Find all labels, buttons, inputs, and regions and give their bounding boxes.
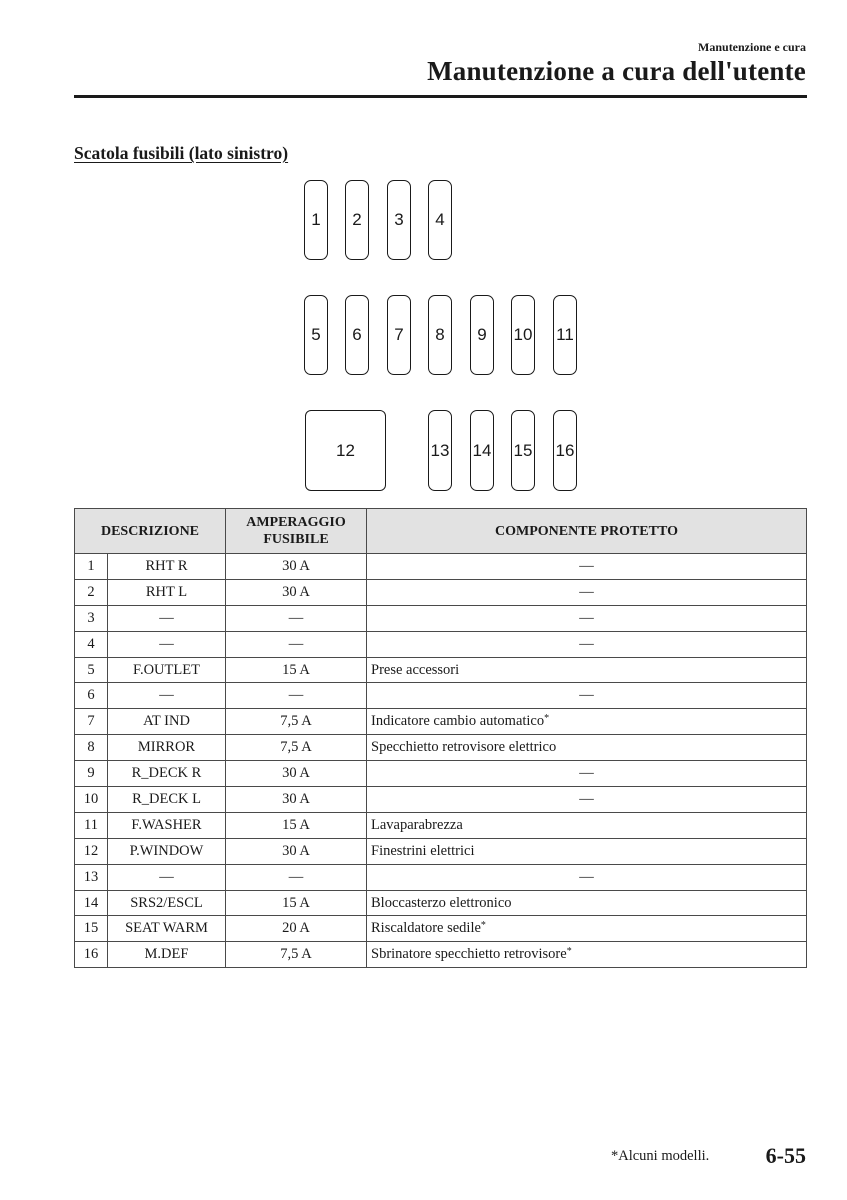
fuse-amperage-cell: 7,5 A [226,709,367,735]
table-row [75,942,807,968]
fuse-14: 14 [470,410,494,491]
table-row [75,605,807,631]
fuse-description-cell: SEAT WARM [108,916,226,942]
header-divider [74,95,807,98]
fuse-number-cell: 1 [75,554,108,580]
fuse-4: 4 [428,180,452,260]
protected-component-text: — [579,790,594,807]
protected-component-cell [367,787,807,813]
fuse-description-cell: — [108,864,226,890]
fuse-13: 13 [428,410,452,491]
table-row [75,554,807,580]
fuse-description-cell: RHT L [108,579,226,605]
protected-component-cell [367,838,807,864]
header-amperage-line2: FUSIBILE [263,532,329,547]
fuse-number-cell: 10 [75,787,108,813]
fuse-amperage-cell: 15 A [226,812,367,838]
fuse-number-cell: 13 [75,864,108,890]
fuse-2: 2 [345,180,369,260]
fuse-description-cell: F.WASHER [108,812,226,838]
fuse-table [74,508,807,968]
fuse-5: 5 [304,295,328,375]
protected-component-cell [367,683,807,709]
fuse-description-cell: MIRROR [108,735,226,761]
fuse-amperage-cell: 30 A [226,761,367,787]
table-row [75,787,807,813]
protected-component-text: — [579,868,594,885]
fuse-description-cell: AT IND [108,709,226,735]
fuse-7: 7 [387,295,411,375]
protected-component-cell [367,709,807,735]
table-row [75,735,807,761]
footnote-marker: * [566,946,572,958]
protected-component-text: Bloccasterzo elettronico [371,894,512,911]
fuse-amperage-cell: 30 A [226,838,367,864]
fuse-amperage-cell: — [226,864,367,890]
fuse-description-cell: F.OUTLET [108,657,226,683]
header-amperage-line1: AMPERAGGIO [246,515,346,530]
header-description: DESCRIZIONE [75,509,226,554]
protected-component-text: — [579,557,594,574]
fuse-amperage-cell: — [226,605,367,631]
table-row [75,890,807,916]
fuse-15: 15 [511,410,535,491]
table-row [75,838,807,864]
protected-component-cell [367,554,807,580]
fuse-description-cell: SRS2/ESCL [108,890,226,916]
protected-component-cell [367,579,807,605]
header-component: COMPONENTE PROTETTO [367,509,807,554]
table-row [75,916,807,942]
section-title: Scatola fusibili (lato sinistro) [74,143,289,163]
page-number: 6-55 [765,1143,806,1168]
fuse-number-cell: 7 [75,709,108,735]
protected-component-text: Sbrinatore specchietto retrovisore [371,946,567,963]
fuse-11: 11 [553,295,577,375]
fuse-amperage-cell: 30 A [226,787,367,813]
fuse-number-cell: 2 [75,579,108,605]
fuse-number-cell: 9 [75,761,108,787]
fuse-3: 3 [387,180,411,260]
protected-component-cell [367,657,807,683]
protected-component-text: — [579,583,594,600]
protected-component-text: Prese accessori [371,661,460,678]
fuse-amperage-cell: 7,5 A [226,942,367,968]
fuse-amperage-cell: — [226,683,367,709]
fuse-amperage-cell: 30 A [226,554,367,580]
fuse-number-cell: 14 [75,890,108,916]
fuse-6: 6 [345,295,369,375]
protected-component-text: — [579,635,594,652]
section-header: Manutenzione e cura [698,40,806,54]
fuse-amperage-cell: 30 A [226,579,367,605]
protected-component-cell [367,864,807,890]
fuse-number-cell: 12 [75,838,108,864]
table-row [75,709,807,735]
fuse-9: 9 [470,295,494,375]
protected-component-text: Riscaldatore sedile [371,920,481,937]
fuse-description-cell: R_DECK R [108,761,226,787]
fuse-amperage-cell: 7,5 A [226,735,367,761]
protected-component-text: — [579,687,594,704]
protected-component-cell [367,890,807,916]
fuse-description-cell: — [108,631,226,657]
fuse-10: 10 [511,295,535,375]
table-row [75,683,807,709]
protected-component-cell [367,605,807,631]
fuse-amperage-cell: 15 A [226,890,367,916]
fuse-description-cell: — [108,683,226,709]
protected-component-text: Specchietto retrovisore elettrico [371,739,557,756]
protected-component-cell [367,735,807,761]
protected-component-cell [367,631,807,657]
fuse-number-cell: 5 [75,657,108,683]
fuse-16: 16 [553,410,577,491]
protected-component-cell [367,761,807,787]
fuse-description-cell: P.WINDOW [108,838,226,864]
table-header-row [75,509,807,554]
fuse-description-cell: M.DEF [108,942,226,968]
fuse-description-cell: — [108,605,226,631]
fuse-number-cell: 16 [75,942,108,968]
fuse-amperage-cell: 20 A [226,916,367,942]
fuse-1: 1 [304,180,328,260]
fuse-number-cell: 11 [75,812,108,838]
fuse-8: 8 [428,295,452,375]
table-row [75,579,807,605]
protected-component-cell [367,916,807,942]
protected-component-text: Lavaparabrezza [371,816,463,833]
fuse-number-cell: 4 [75,631,108,657]
table-row [75,657,807,683]
protected-component-cell [367,812,807,838]
fuse-description-cell: R_DECK L [108,787,226,813]
fuse-number-cell: 15 [75,916,108,942]
footnote-marker: * [544,713,550,725]
fuse-12: 12 [305,410,386,491]
protected-component-text: — [579,609,594,626]
table-row [75,631,807,657]
table-row [75,864,807,890]
footnote-marker: * [480,920,486,932]
protected-component-text: Finestrini elettrici [371,842,475,859]
fuse-number-cell: 8 [75,735,108,761]
fuse-description-cell: RHT R [108,554,226,580]
fuse-number-cell: 3 [75,605,108,631]
header-amperage [226,509,367,554]
protected-component-text: — [579,765,594,782]
fuse-number-cell: 6 [75,683,108,709]
fuse-amperage-cell: — [226,631,367,657]
protected-component-cell [367,942,807,968]
page-title: Manutenzione a cura dell'utente [427,56,806,86]
fuse-amperage-cell: 15 A [226,657,367,683]
protected-component-text: Indicatore cambio automatico [371,713,545,730]
footnote: *Alcuni modelli. [611,1148,710,1164]
table-row [75,761,807,787]
table-row [75,812,807,838]
